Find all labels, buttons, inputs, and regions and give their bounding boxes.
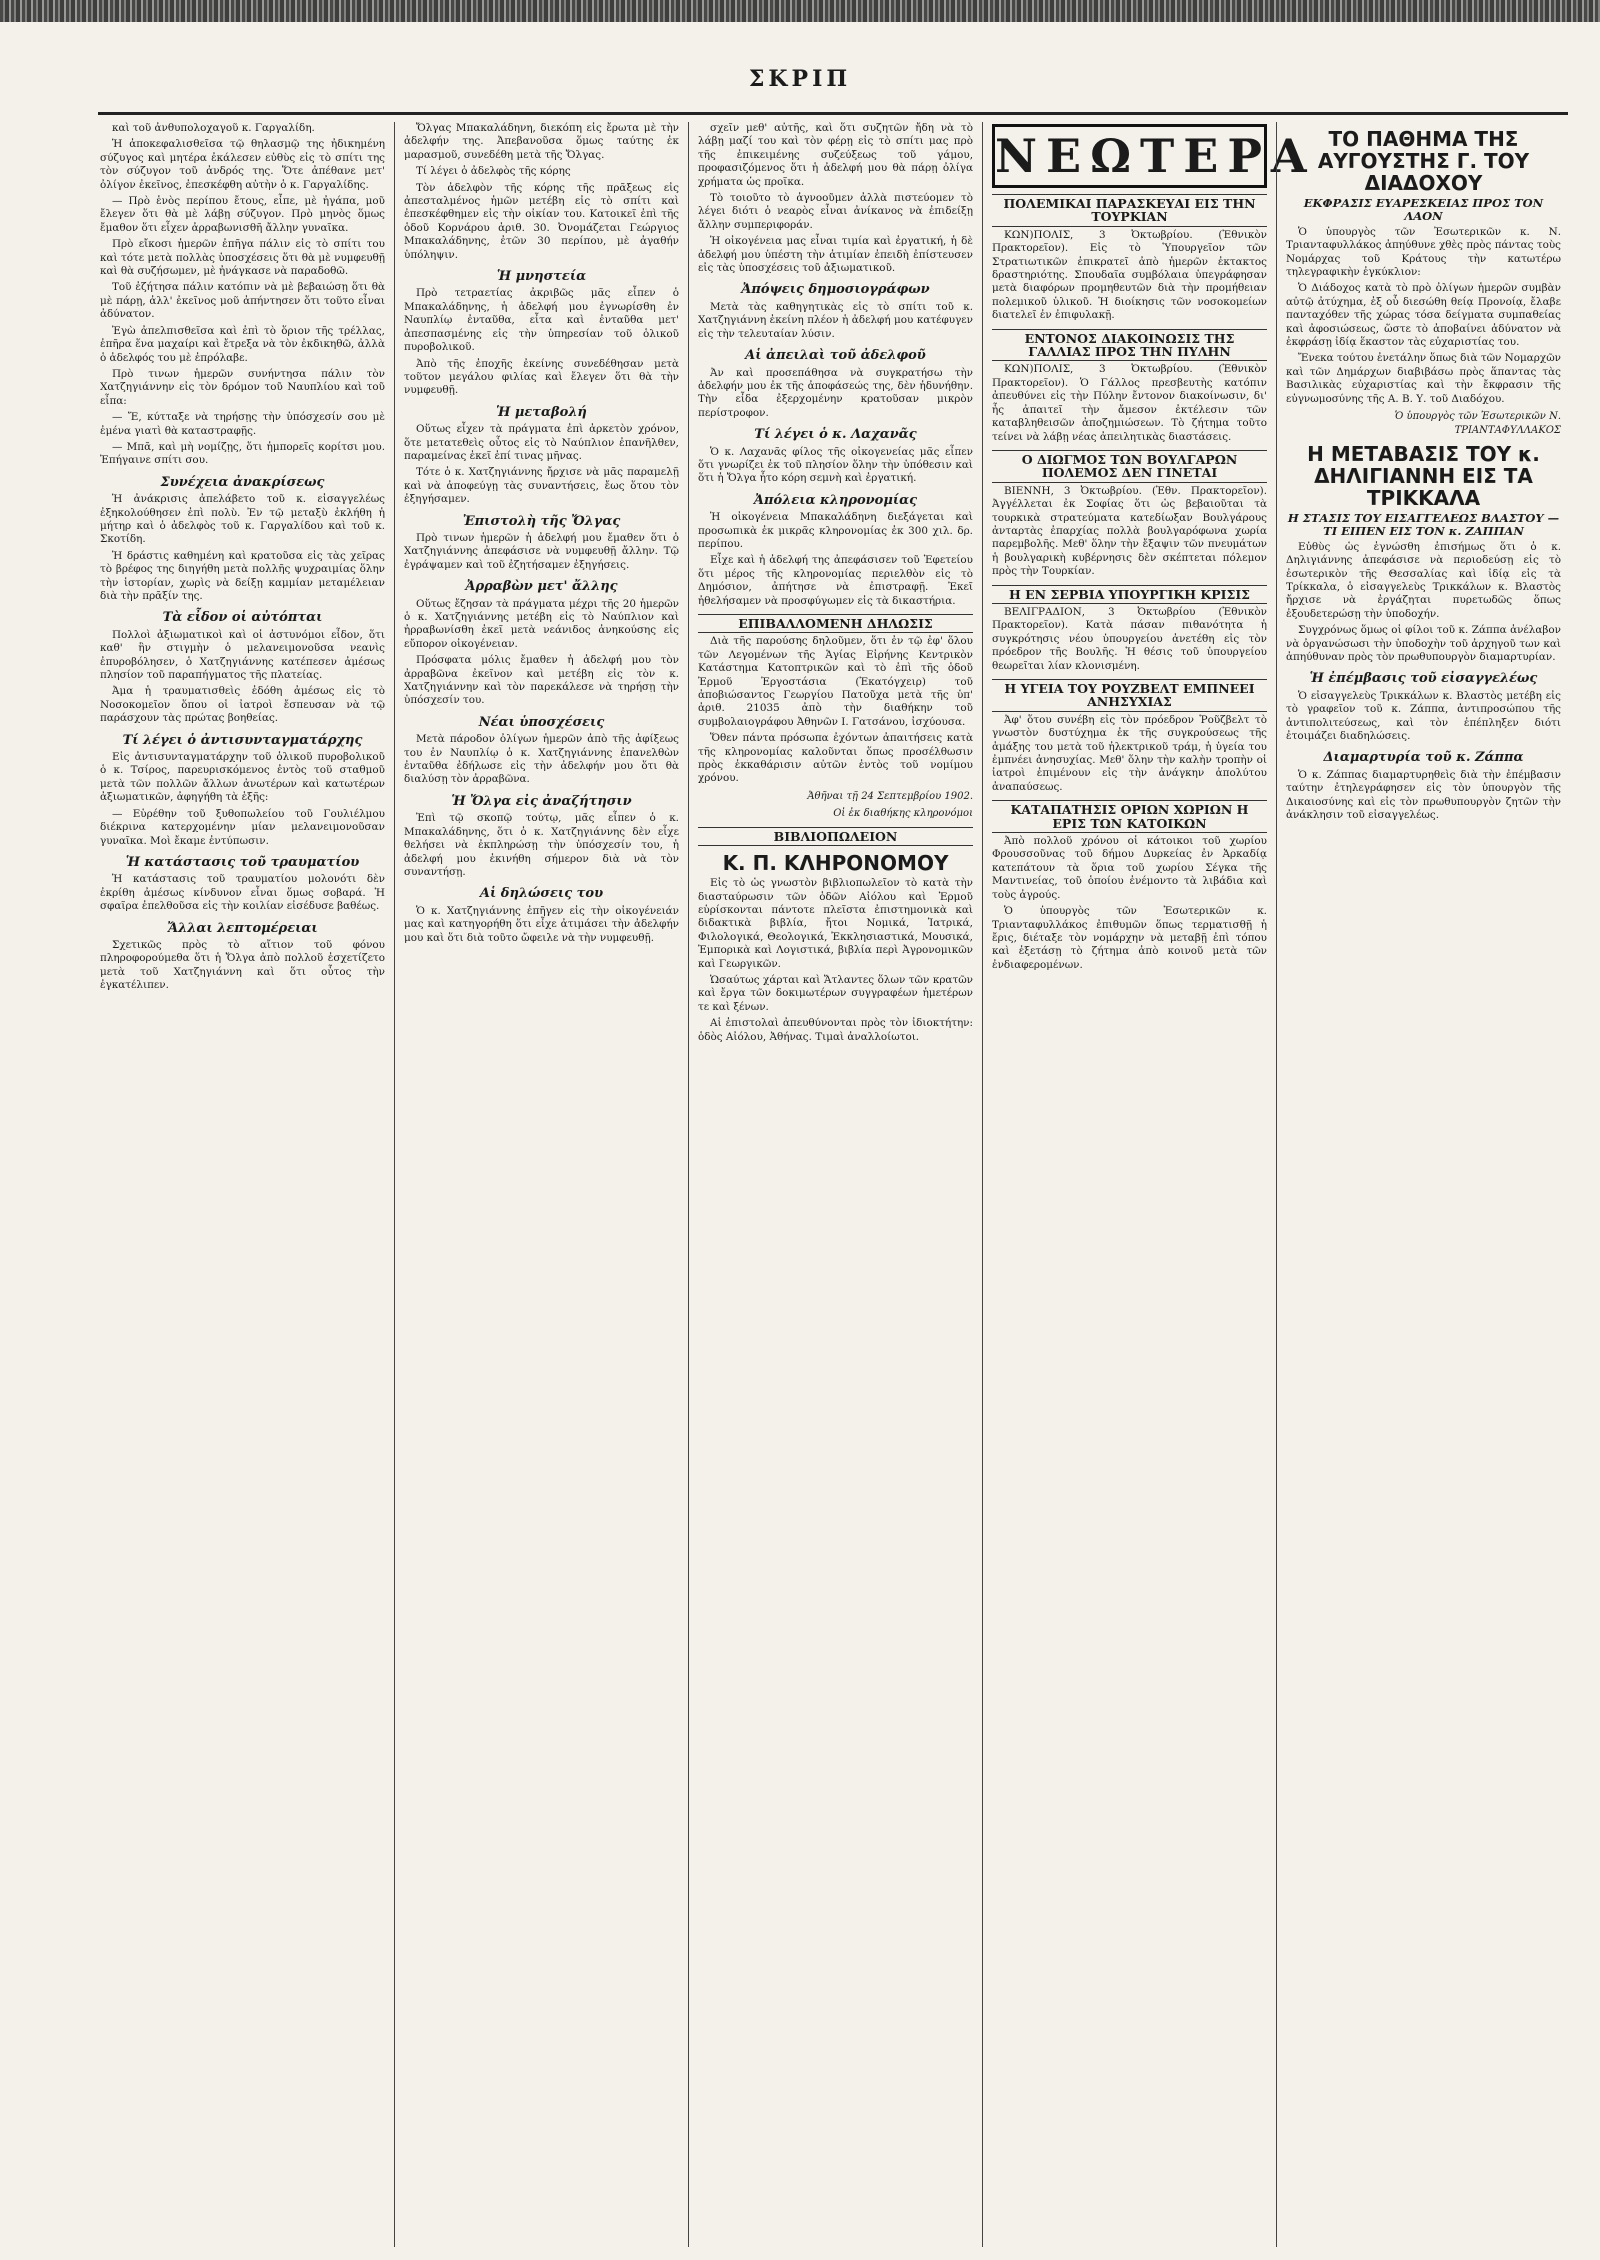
- paragraph: — Εὑρέθην τοῦ ξυθοπωλείου τοῦ Γουλιέλμου διέκρινα κατερχομένην μίαν μελανειμονοῦσαν γυναῖκα. Μοὶ ἔκαμε ἐντύπωσιν.: [100, 807, 385, 847]
- headline: ΤΟ ΠΑΘΗΜΑ ΤΗΣ ΑΥΓΟΥΣΤΗΣ Γ. ΤΟΥ ΔΙΑΔΟΧΟΥ: [1317, 127, 1530, 195]
- section-heading: Ἡ Ὄλγα εἰς ἀναζήτησιν: [451, 793, 632, 809]
- paragraph: Πρὸ τινων ἡμερῶν συνήντησα πάλιν τὸν Χατζηγιάννην εἰς τὸν δρόμον τοῦ Ναυπλίου καὶ τοῦ εἶπα:: [100, 367, 385, 407]
- masthead: ΣΚΡΙΠ: [748, 66, 852, 92]
- paragraph: Συγχρόνως ὅμως οἱ φίλοι τοῦ κ. Ζάππα ἀνέλαβον νὰ ὀργανώσωσι τὴν ὑποδοχὴν τοῦ ἀρχηγοῦ των καὶ ἀπηύθυναν πρὸς τὸν πρωθυπουργὸν διαμαρτυρίαν.: [1286, 624, 1561, 663]
- paragraph: Πρὸ εἴκοσι ἡμερῶν ἐπῆγα πάλιν εἰς τὸ σπίτι του καὶ τότε μετὰ πολλὰς ὑποσχέσεις ὅτι θὰ μὲ νυμφευθῇ καὶ θὰ συζήσωμεν, μὲ ἠνάγκασε νὰ παραδοθῶ.: [100, 238, 385, 278]
- section-heading: Ἡ κατάστασις τοῦ τραυματίου: [125, 854, 360, 870]
- section-heading: Αἱ δηλώσεις του: [479, 886, 604, 902]
- column-5: [1276, 122, 1570, 2247]
- paragraph: Ἐπὶ τῷ σκοπῷ τούτῳ, μᾶς εἶπεν ὁ κ. Μπακαλάδηνης, ὅτι ὁ κ. Χατζηγιάννης δὲν εἶχε θελήσει νὰ ἐκπληρώσῃ τὴν ὑπόσχεσίν του, ἡ ἀδελφή μου ἐκινήθη σήμερον διὰ νὰ τὸν συναντήσῃ.: [404, 812, 679, 878]
- article-heading: ΠΟΛΕΜΙΚΑΙ ΠΑΡΑΣΚΕΥΑΙ ΕΙΣ ΤΗΝ ΤΟΥΡΚΙΑΝ: [992, 194, 1267, 227]
- paragraph: σχεῖν μεθ' αὐτῆς, καὶ ὅτι συζητῶν ἤδη νὰ τὸ λάβῃ μαζί του καὶ τὸν φέρῃ εἰς τὸ σπίτι μας πρὸ τῆς ἐπικειμένης συζεύξεως τοῦ γάμου, προφασιζόμενος ὅτι ἡ ἀδελφή μου θὰ πάρῃ ὀλίγα χρήματα ὡς προῖκα.: [698, 122, 973, 188]
- paragraph: Ἀπὸ πολλοῦ χρόνου οἱ κάτοικοι τοῦ χωρίου Φρουσσοῦνας τοῦ δήμου Δυρκείας ἐν Ἀρκαδίᾳ κατεπάτουν τὰ ὅρια τοῦ χωρίου Σέγκα τῆς Μαντινείας, τοῦ ὁποίου ἐνέμοντο τὰ λιβάδια καὶ τοὺς ἀγρούς.: [992, 835, 1267, 901]
- column-1: [100, 122, 394, 2247]
- section-heading: Διαμαρτυρία τοῦ κ. Ζάππα: [1323, 750, 1524, 766]
- paragraph: Ὄλγας Μπακαλάδηνη, διεκόπη εἰς ἔρωτα μὲ τὴν ἀδελφήν της. Ἀπεβανοῦσα ὅμως ταύτης ἐκ μαρασμοῦ, συνεδέθη μετὰ τῆς Ὄλγας.: [404, 122, 679, 161]
- paragraph: Ὁ Διάδοχος κατὰ τὸ πρὸ ὀλίγων ἡμερῶν συμβὰν αὐτῷ ἀτύχημα, ἐξ οὗ διεσώθη θείᾳ Προνοίᾳ, ἔλαβε πανταχόθεν τῆς χώρας τόσα δείγματα συμπαθείας καὶ ἀφοσιώσεως, ὥστε τὸ ἀποβαίνει ἀδύνατον νὰ ἐκφράσῃ ἰδίᾳ ἕκαστον τὰς εὐχαριστίας του.: [1286, 282, 1561, 349]
- paragraph: Ἡ ἀνάκρισις ἀπελάβετο τοῦ κ. εἰσαγγελέως ἐξηκολούθησεν ἐπὶ πολὺ. Ἐν τῷ μεταξὺ ἐκλήθη ἡ μήτηρ καὶ ὁ ἀδελφὸς τοῦ κ. Γαργαλίδου καὶ τοῦ κ. Σκοτίδη.: [100, 493, 385, 546]
- paragraph: Οὕτως εἶχεν τὰ πράγματα ἐπὶ ἀρκετὸν χρόνον, ὅτε μετατεθεὶς οὗτος εἰς τὸ Ναύπλιον ἐπανῆλθεν, παραμείνας ἐκεῖ ἐπί τινας μῆνας.: [404, 423, 679, 462]
- paragraph: καὶ τοῦ ἀνθυπολοχαγοῦ κ. Γαργαλίδη.: [112, 122, 315, 134]
- paragraph: Εὐθὺς ὡς ἐγνώσθη ἐπισήμως ὅτι ὁ κ. Δηλιγιάννης ἀπεφάσισε νὰ περιοδεύσῃ εἰς τὸ ἐσωτερικὸν τῆς Θεσσαλίας καὶ ἰδίᾳ εἰς τὰ Τρίκκαλα, ὁ εἰσαγγελεὺς Τρικκάλων κ. Βλαστὸς ἤρχισε νὰ ἐργάζηται πυρετωδῶς ὅπως ἐξουδετερώσῃ τὴν ὑποδοχήν.: [1286, 540, 1561, 620]
- section-heading: Ἡ μνηστεία: [496, 269, 587, 285]
- masthead-rule: [98, 112, 1568, 115]
- paragraph: Ὁ κ. Ζάππας διαμαρτυρηθεὶς διὰ τὴν ἐπέμβασιν ταύτην ἐτηλεγράφησεν εἰς τὸν ὑπουργὸν τῆς Δικαιοσύνης καὶ εἰς τὸν πρωθυπουργὸν ζητῶν τὴν ἀνάκλησιν τοῦ εἰσαγγελέως.: [1286, 768, 1561, 822]
- paragraph: Τὸν ἀδελφὸν τῆς κόρης τῆς πρᾶξεως εἰς ἀπεσταλμένος ἡμῶν μετέβη εἰς τὸ σπίτι καὶ ἐπεσκέφθημεν εἰς τὴν οἰκίαν του. Κατοικεῖ ἐπὶ τῆς ὁδοῦ Κορνάρου ἀριθ. 30. Ὀνομάζεται Γεώργιος Μπακαλάδηνης, ἐτῶν 30 περίπου, μὲ ἀγαθήν ὑπόληψιν.: [404, 181, 679, 261]
- latest-news-banner: ΝΕΩΤΕΡΑ: [992, 124, 1267, 188]
- paragraph: — Ἔ, κύτταξε νὰ τηρήσῃς τὴν ὑπόσχεσίν σου μὲ ἐμένα γιατὶ θὰ καταστραφῇς.: [100, 411, 385, 437]
- subheadline: Η ΣΤΑΣΙΣ ΤΟΥ ΕΙΣΑΓΓΕΛΕΩΣ ΒΛΑΣΤΟΥ — ΤΙ ΕΙΠΕΝ ΕΙΣ ΤΟΝ κ. ΖΑΠΠΑΝ: [1287, 510, 1560, 539]
- paragraph: Ἀφ' ὅτου συνέβη εἰς τὸν πρόεδρον Ῥοῦζβελτ τὸ γνωστὸν δυστύχημα ἐκ τῆς συγκρούσεως τῆς ἁμάξης του μετὰ τοῦ ἠλεκτρικοῦ τράμ, ἡ ὑγεία του ἐμπνέει ἀνησυχίας. Μεθ' ὅλην τὴν καλὴν τροπὴν οἱ ἰατροὶ ἐπιμένουν εἰς τὴν ἀνάγκην ἀπολύτου ἀναπαύσεως.: [992, 713, 1267, 793]
- paragraph: Ἡ οἰκογένεια Μπακαλάδηνη διεξάγεται καὶ προσωπικὰ ἐκ μικρᾶς κληρονομίας ἐκ 300 χιλ. δρ. περίπου.: [698, 511, 973, 550]
- paragraph: Ὁ ὑπουργὸς τῶν Ἐσωτερικῶν κ. Ν. Τριανταφυλλάκος ἀπηύθυνε χθὲς πρὸς πάντας τοὺς Νομάρχας τοῦ Κράτους τὴν κατωτέρω τηλεγραφικὴν ἐγκύκλιον:: [1286, 225, 1561, 279]
- paragraph: Ἀμα ἡ τραυματισθεὶς ἐδόθη ἀμέσως εἰς τὸ Νοσοκομεῖον ὅπου οἱ ἰατροὶ ἔσπευσαν νὰ τῷ παράσχουν τὰς πρώτας βοηθείας.: [100, 685, 385, 725]
- article-heading: Η ΥΓΕΙΑ ΤΟΥ ΡΟΥΖΒΕΛΤ ΕΜΠΝΕΕΙ ΑΝΗΣΥΧΙΑΣ: [992, 679, 1267, 712]
- paragraph: — Πρὸ ἑνὸς περίπου ἔτους, εἶπε, μὲ ἠγάπα, μοῦ ἔλεγεν ὅτι θὰ μὲ λάβῃ σύζυγον. Πρὸ μηνὸς ὅμως ἔμαθον ὅτι εἶχεν ἀρραβωνισθῆ ἄλλην γυναῖκα.: [100, 195, 385, 234]
- article-heading: Η ΕΝ ΣΕΡΒΙΑ ΥΠΟΥΡΓΙΚΗ ΚΡΙΣΙΣ: [992, 585, 1267, 604]
- paragraph: Πρὸ τινων ἡμερῶν ἡ ἀδελφή μου ἔμαθεν ὅτι ὁ Χατζηγιάννης ἀπεφάσισε νὰ νυμφευθῇ ἄλλην. Τῷ ἐγράψαμεν καὶ τοῦ ἐζητήσαμεν ἐξηγήσεις.: [404, 531, 679, 571]
- section-heading: Ἐπιστολὴ τῆς Ὄλγας: [462, 513, 621, 529]
- paragraph: Ἡ δράστις καθημένη καὶ κρατοῦσα εἰς τὰς χεῖρας τὸ βρέφος της διηγήθη μετὰ πολλῆς ψυχραιμίας ὅλην τὴν ἱστορίαν, χωρὶς νὰ δείξῃ καμμίαν μεταμέλειαν διὰ τὴν πρᾶξίν της.: [100, 549, 385, 602]
- section-heading: Ἡ μεταβολή: [496, 404, 587, 420]
- paragraph: Διὰ τῆς παρούσης δηλοῦμεν, ὅτι ἐν τῷ ἐφ' ὅλου τῶν Λεγομένων τῆς Ἁγίας Εἰρήνης Κεντρικὸν Κατάστημα Κατοπτρικῶν καὶ τὸ ἐπὶ τῆς ὁδοῦ Ἐρμοῦ Ἐργοστάσια (Ἐκατόγχειρ) τοῦ ἀποβιώσαντος Γεωργίου Πατοῦχα μετὰ τῆς ὑπ' ἀριθ. 21035 ἀπὸ τὴν διαθήκην τοῦ συμβολαιογράφου Ἀθηνῶν Ι. Γατσάνου, ἰσχύουσα.: [698, 635, 973, 728]
- paragraph: Τότε ὁ κ. Χατζηγιάννης ἤρχισε νὰ μᾶς παραμελῇ καὶ νὰ ἀποφεύγῃ τὰς συναντήσεις, ἔως ὅτου τὸν ἐξηγήσαμεν.: [404, 466, 679, 506]
- paragraph: Ἔνεκα τούτου ἐνετάλην ὅπως διὰ τῶν Νομαρχῶν καὶ τῶν Δημάρχων διαβιβάσω πρὸς ἅπαντας τὰς Βασιλικὰς εὐχαριστίας καὶ τὴν ἔκφρασιν τῆς εὐγνωμοσύνης τῆς Α. Β. Υ. τοῦ Διαδόχου.: [1286, 352, 1561, 405]
- section-heading: Τὰ εἶδον οἱ αὐτόπται: [162, 610, 323, 626]
- columns-container: [100, 122, 1570, 2247]
- column-2: [394, 122, 688, 2247]
- signature-line: Ὁ ὑπουργὸς τῶν Ἐσωτερικῶν Ν. ΤΡΙΑΝΤΑΦΥΛΛΑΚΟΣ: [1394, 411, 1561, 436]
- paragraph: Τὸ τοιοῦτο τὸ ἀγνοοῦμεν ἀλλὰ πιστεύομεν τὸ λέγει διότι ὁ νεαρὸς εἶναι ἀνίκανος νὰ ἐπιδείξῃ ἄλλην συμπεριφοράν.: [698, 192, 973, 231]
- signature-line: Ἀθῆναι τῇ 24 Σεπτεμβρίου 1902.: [807, 790, 973, 802]
- paragraph: Ἀν καὶ προσεπάθησα νὰ συγκρατήσω τὴν ἀδελφήν μου ἐκ τῆς ἀποφάσεώς της, δὲν ἠδυνήθην. Τὴν εἶδα ἐξερχομένην κρατοῦσαν μικρὸν περίστροφον.: [698, 366, 973, 419]
- paragraph: Εἰς ἀντισυνταγματάρχην τοῦ ὁλικοῦ πυροβολικοῦ ὁ κ. Τσίρος, παρευρισκόμενος ἐντὸς τοῦ σταθμοῦ μετὰ τῶν πολλῶν ἄλλων ἀνωτέρων καὶ κατωτέρων ἀξιωματικῶν, ἀφηγήθη τὰ ἑξῆς:: [100, 751, 385, 804]
- section-heading: Ἀπόλεια κληρονομίας: [753, 492, 918, 508]
- paragraph: Πολλοὶ ἀξιωματικοὶ καὶ οἱ ἀστυνόμοι εἶδον, ὅτι καθ' ἣν στιγμὴν ὁ μελανειμονοῦσα νεανὶς ἐπυροβόλησεν, ὁ Χατζηγιάννης κατέπεσεν ἀμέσως πλησίον τοῦ παραπήγματος τῆς πλατείας.: [100, 628, 385, 682]
- article-heading: Ο ΔΙΩΓΜΟΣ ΤΩΝ ΒΟΥΛΓΑΡΩΝ ΠΟΛΕΜΟΣ ΔΕΝ ΓΙΝΕΤΑΙ: [992, 450, 1267, 483]
- headline: Η ΜΕΤΑΒΑΣΙΣ ΤΟΥ κ. ΔΗΛΙΓΙΑΝΝΗ ΕΙΣ ΤΑ ΤΡΙΚΚΑΛΑ: [1307, 441, 1540, 510]
- section-heading: Τί λέγει ὁ κ. Λαχανᾶς: [754, 427, 917, 443]
- paragraph: Ὁ κ. Λαχανᾶς φίλος τῆς οἰκογενείας μᾶς εἶπεν ὅτι γνωρίζει ἐκ τοῦ πλησίον ὅλην τὴν ὑπόθεσιν καὶ ὅτι ἡ Ὄλγα ἦτο κόρη σεμνὴ καὶ ἐργατική.: [698, 445, 973, 485]
- paragraph: Τοῦ ἐζήτησα πάλιν κατόπιν νὰ μὲ βεβαιώσῃ ὅτι θὰ μὲ πάρῃ, ἀλλ' ἐκεῖνος μοῦ ἀπήντησεν ὅτι τοῦτο εἶναι ἀδύνατον.: [100, 281, 385, 321]
- section-heading: Ἀπόψεις δημοσιογράφων: [741, 282, 930, 298]
- paragraph: Ὁ κ. Χατζηγιάννης ἐπῆγεν εἰς τὴν οἰκογένειάν μας καὶ κατηγορήθη ὅτι εἶχε ἀτιμάσει τὴν ἀδελφήν μου καὶ ὅτι διὰ τοῦτο ὤφειλε νὰ τὴν νυμφευθῇ.: [404, 904, 679, 944]
- paragraph: Ὡσαύτως χάρται καὶ Ἄτλαντες ὅλων τῶν κρατῶν καὶ ἔργα τῶν δοκιμωτέρων συγγραφέων ἡμετέρων τε καὶ ξένων.: [698, 973, 973, 1013]
- paragraph: — Μπᾶ, καὶ μὴ νομίζῃς, ὅτι ἡμπορεῖς κορίτσι μου. Ἐπήγαινε σπίτι σου.: [100, 440, 385, 467]
- section-heading: Ἄλλαι λεπτομέρειαι: [167, 920, 318, 936]
- section-heading: Ἡ ἐπέμβασις τοῦ εἰσαγγελέως: [1309, 671, 1538, 687]
- paragraph: Τί λέγει ὁ ἀδελφὸς τῆς κόρης: [416, 165, 571, 178]
- article-heading: ΚΑΤΑΠΑΤΗΣΙΣ ΟΡΙΩΝ ΧΩΡΙΩΝ Η ΕΡΙΣ ΤΩΝ ΚΑΤΟΙΚΩΝ: [992, 800, 1267, 833]
- subheadline: ΕΚΦΡΑΣΙΣ ΕΥΑΡΕΣΚΕΙΑΣ ΠΡΟΣ ΤΟΝ ΛΑΟΝ: [1303, 196, 1544, 224]
- section-heading: Αἱ ἀπειλαὶ τοῦ ἀδελφοῦ: [745, 348, 926, 364]
- paragraph: Πρόσφατα μόλις ἔμαθεν ἡ ἀδελφή μου τὸν ἀρραβῶνα ἐκεῖνον καὶ μετέβη εἰς τὸν κ. Χατζηγιάννην καὶ τὸν παρεκάλεσε νὰ τηρήσῃ τὴν ὑπόσχεσίν του.: [404, 654, 679, 707]
- paragraph: Πρὸ τετραετίας ἀκριβῶς μᾶς εἶπεν ὁ Μπακαλάδηνης, ἡ ἀδελφή μου ἐγνωρίσθη ἐν Ναυπλίῳ ἐνταῦθα, εἶτα καὶ ἐνταῦθα μετ' ἀπεσπασμένης εἰς τὴν ὑπηρεσίαν τοῦ ὁλικοῦ πυροβολικοῦ.: [404, 287, 679, 354]
- paragraph: Μετὰ τὰς καθηγητικὰς εἰς τὸ σπίτι τοῦ κ. Χατζηγιάννη ἐκείνη πλέον ἡ ἀδελφή μου κατέφυγεν εἰς τὴν τελευταίαν λύσιν.: [698, 300, 973, 340]
- paragraph: Οὕτως ἔζησαν τὰ πράγματα μέχρι τῆς 20 ἡμερῶν ὁ κ. Χατζηγιάννης μετέβη εἰς τὸ Ναύπλιον καὶ ἠρραβωνίσθη ἐκεῖ μετὰ νεάνιδος ἀνηκούσης εἰς εὔπορον οἰκογένειαν.: [404, 597, 679, 650]
- article-heading: ΕΠΙΒΑΛΛΟΜΕΝΗ ΔΗΛΩΣΙΣ: [698, 614, 973, 633]
- paragraph: Ἡ ἀποκεφαλισθεῖσα τῷ θηλασμῷ της ἠδικημένη σύζυγος καὶ μητέρα ἐκάλεσεν εὐθὺς εἰς τὸ σπίτι της τὸν σύζυγον τοῦ ἀνδρός της. Ὅτε ἀπέθανε μετ' ὀλίγον ἐκεῖνος, ἐπεσκέφθη αὐτὴν ὁ κ. Γαργαλίδης.: [100, 138, 385, 191]
- paragraph: Ὁ ὑπουργὸς τῶν Ἐσωτερικῶν κ. Τριανταφυλλάκος ἐπιθυμῶν ὅπως τερματισθῇ ἡ ἔρις, διέταξε τὸν νομάρχην νὰ μεταβῇ ἐπὶ τόπου καὶ ἐξετάσῃ τὸ ζήτημα ἀπὸ κοινοῦ μετὰ τῶν ἐνδιαφερομένων.: [992, 905, 1267, 971]
- article-heading: ΒΙΒΛΙΟΠΩΛΕΙΟΝ: [698, 827, 973, 846]
- paragraph: Μετὰ πάροδον ὀλίγων ἡμερῶν ἀπὸ τῆς ἀφίξεως του ἐν Ναυπλίῳ ὁ κ. Χατζηγιάννης ἐπανελθὼν ἐνταῦθα ἐδήλωσε εἰς τὴν ἀδελφήν μου ὅτι θὰ διαλύσῃ τὸν ἀρραβῶνα.: [404, 733, 679, 786]
- paragraph: ΚΩΝ)ΠΟΛΙΣ, 3 Ὀκτωβρίου. (Ἐθνικὸν Πρακτορεῖον). Ὁ Γάλλος πρεσβευτὴς κατόπιν ἀπευθύνει εἰς τὴν Πύλην ἔντονον διακοίνωσιν, δι' ἧς ἀπαιτεῖ τὴν ἄμεσον ἐκτέλεσιν τῶν καταβληθεισῶν ἀποζημιώσεων. Τὸ ζήτημα τοῦτο τείνει νὰ λάβῃ νέας ἀπειλητικὰς διαστάσεις.: [992, 363, 1267, 443]
- paragraph: Ἡ οἰκογένεια μας εἶναι τιμία καὶ ἐργατική, ἡ δὲ ἀδελφή μου ὑπέστη τὴν ἀτιμίαν ἐπειδὴ ἐπίστευσεν εἰς τὰς ὑποσχέσεις τοῦ ἀξιωματικοῦ.: [698, 235, 973, 275]
- paragraph: Ἡ κατάστασις τοῦ τραυματίου μολονότι δὲν ἐκρίθη ἀμέσως κίνδυνον εἶναι ὅμως σοβαρά. Ἡ σφαῖρα ἐπελθοῦσα εἰς τὴν κοιλίαν εἰσέδυσε βαθέως.: [100, 873, 385, 913]
- section-heading: Συνέχεια ἀνακρίσεως: [160, 474, 325, 490]
- section-heading: Τί λέγει ὁ ἀντισυνταγματάρχης: [122, 732, 363, 748]
- paragraph: ΒΕΛΙΓΡΑΔΙΟΝ, 3 Ὀκτωβρίου (Ἐθνικὸν Πρακτορεῖον). Κατὰ πάσαν πιθανότητα ἡ συγκρότησις νέου ὑπουργείου ἀνετέθη εἰς τὸν πρόεδρον τῆς Βουλῆς. Ἡ θέσις τοῦ ὑπουργείου θεωρεῖται λίαν κλονισμένη.: [992, 605, 1267, 672]
- article-heading: ΕΝΤΟΝΟΣ ΔΙΑΚΟΙΝΩΣΙΣ ΤΗΣ ΓΑΛΛΙΑΣ ΠΡΟΣ ΤΗΝ ΠΥΛΗΝ: [992, 329, 1267, 362]
- scan-top-edge: [0, 0, 1600, 22]
- paragraph: Ὅθεν πάντα πρόσωπα ἐχόντων ἀπαιτήσεις κατὰ τῆς κληρονομίας καλοῦνται ὅπως προσέλθωσιν πρὸς ἐκκαθάρισιν αὐτῶν ἐντὸς τοῦ νομίμου χρόνου.: [698, 732, 973, 785]
- paragraph: ΚΩΝ)ΠΟΛΙΣ, 3 Ὀκτωβρίου. (Ἐθνικὸν Πρακτορεῖον). Εἰς τὸ Ὑπουργεῖον τῶν Στρατιωτικῶν ἐπικρατεῖ ἀπὸ ἡμερῶν ἐκτακτος δραστηριότης. Σπουδαῖα συμβόλαια ὑπεγράφησαν μετὰ διαφόρων προμηθευτῶν διὰ τὴν προμήθειαν πολεμικοῦ ὑλικοῦ. Ἡ διοίκησις τῶν νοσοκομείων διατελεῖ ἐν ἐπιφυλακῇ.: [992, 228, 1267, 322]
- section-heading: Νέαι ὑποσχέσεις: [478, 714, 605, 730]
- paragraph: Εἰς τὸ ὡς γνωστὸν βιβλιοπωλεῖον τὸ κατὰ τὴν διασταύρωσιν τῶν ὁδῶν Αἰόλου καὶ Ἑρμοῦ εὑρίσκονται πάντοτε πλεῖστα ἐπιστημονικὰ καὶ διδακτικὰ βιβλία, ἤτοι Νομικά, Ἰατρικά, Φιλολογικά, Θεολογικά, Ἐκκλησιαστικά, Μουσικά, Ἐμπορικὰ καὶ Λογιστικά, βιβλία περὶ Ἀγρονομικῶν καὶ Γεωργικῶν.: [698, 877, 973, 970]
- headline: Κ. Π. ΚΛΗΡΟΝΟΜΟΥ: [722, 851, 949, 876]
- section-heading: Ἀρραβὼν μετ' ἄλλης: [465, 579, 618, 595]
- paragraph: Αἱ ἐπιστολαὶ ἀπευθύνονται πρὸς τὸν ἰδιοκτήτην: ὁδὸς Αἰόλου, Ἀθήνας. Τιμαὶ ἀναλλοίωτοι.: [698, 1017, 973, 1043]
- column-4: [982, 122, 1316, 2247]
- paragraph: Σχετικῶς πρὸς τὸ αἴτιον τοῦ φόνου πληροφορούμεθα ὅτι ἡ Ὄλγα ἀπὸ πολλοῦ ἐσχετίζετο μετὰ τοῦ Χατζηγιάννη καὶ ὅτι οὗτος τὴν ἐγκατέλιπεν.: [100, 938, 385, 992]
- paragraph: Ἀπὸ τῆς ἐποχῆς ἐκείνης συνεδέθησαν μετὰ τοῦτον μεγάλου φιλίας καὶ ἔλεγεν ὅτι θὰ τὴν νυμφευθῇ.: [404, 357, 679, 397]
- column-3: [688, 122, 982, 2247]
- paragraph: Ὁ εἰσαγγελεὺς Τρικκάλων κ. Βλαστὸς μετέβη εἰς τὸ γραφεῖον τοῦ κ. Ζάππα, ἀντιπροσώπου τῆς ἀντιπολιτεύσεως, καὶ τὸν ἐπέπληξεν διότι ἐτοιμάζει διαδηλώσεις.: [1286, 689, 1561, 742]
- paragraph: ΒΙΕΝΝΗ, 3 Ὀκτωβρίου. (Ἐθν. Πρακτορεῖον). Ἀγγέλλεται ἐκ Σοφίας ὅτι ὡς βεβαιοῦται τὰ τουρκικὰ στρατεύματα κατεδίωξαν Βουλγάρους ἀνταρτὰς ἐπαρχίας πολλὰ βουλγαρόφωνα χωρία παρεμβολῆς. Μεθ' ὅλην τὴν ἔξαψιν τῶν πνευμάτων ἡ βουλγαρικὴ κυβέρνησις δὲν σκέπτεται πόλεμον πρὸς τὴν Τουρκίαν.: [992, 484, 1267, 578]
- paragraph: Ἐγὼ ἀπελπισθεῖσα καὶ ἐπὶ τὸ ὅριον τῆς τρέλλας, ἐπῆρα ἕνα μαχαίρι καὶ ἔτρεξα νὰ τὸν ἐκδικηθῶ, ἀλλὰ ὁ ἀδελφός του μὲ ἐπρόλαβε.: [100, 324, 385, 364]
- signature-line: Οἱ ἐκ διαθήκης κληρονόμοι: [833, 808, 973, 820]
- paragraph: Εἶχε καὶ ἡ ἀδελφή της ἀπεφάσισεν τοῦ Ἐφετείου ὅτι μέρος τῆς κληρονομίας περιελθὸν εἰς τὸ Δημόσιον, ἀπήτησε νὰ ἐπιστραφῇ. Ἐκεῖ ἠθελήσαμεν νὰ προσφύγωμεν εἰς τὰ δικαστήρια.: [698, 554, 973, 607]
